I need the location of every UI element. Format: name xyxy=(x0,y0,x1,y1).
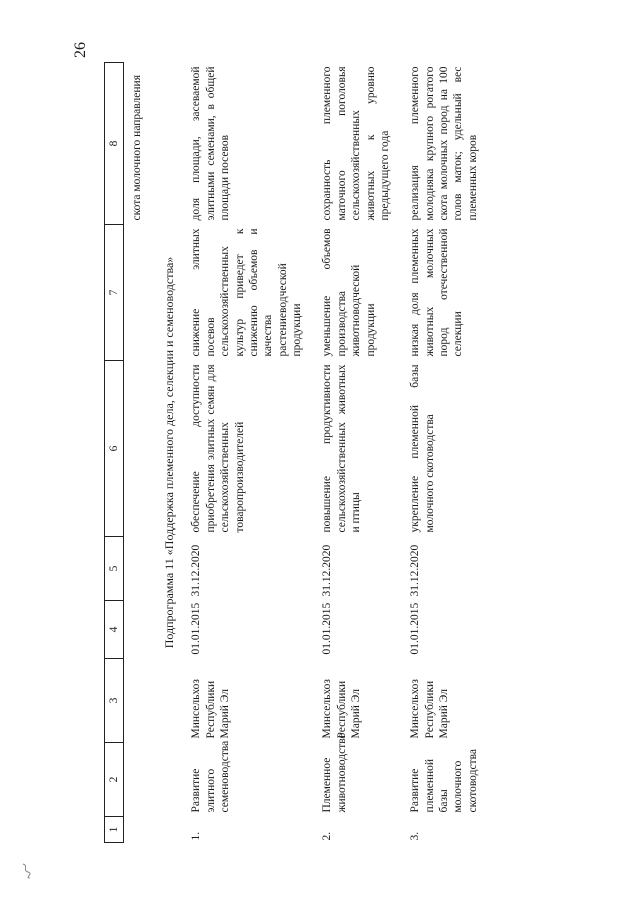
cell-result: обеспечение доступности приобретения элитных семян для сельскохозяйственных товаропроизводителей xyxy=(190,364,246,533)
cell-executor: Минсельхоз Республики Марий Эл xyxy=(321,679,363,739)
cell-number: 2. xyxy=(321,831,334,841)
margin-mark-icon xyxy=(20,862,34,880)
cell-start: 01.01.2015 xyxy=(321,602,334,655)
cell-name: Племенное животноводство xyxy=(321,732,348,813)
cell-start: 01.01.2015 xyxy=(190,602,203,655)
cell-indicator: скота молочного направления xyxy=(131,75,143,221)
cell-end: 31.12.2020 xyxy=(190,544,203,597)
table-sheet xyxy=(104,63,574,843)
column-number: 1 xyxy=(105,817,124,843)
cell-executor: Минсельхоз Республики Марий Эл xyxy=(409,679,450,739)
subprogram-row xyxy=(154,63,183,843)
column-number: 2 xyxy=(105,743,124,817)
cell-name: Развитие племенной базы молочного скотоводства xyxy=(409,749,479,813)
cell-start: 01.01.2015 xyxy=(409,602,422,655)
cell-result: повышение продуктивности сельскохозяйственных животных и птицы xyxy=(321,364,363,533)
cell-indicator: реализация племенного молодняка крупного рогатого скота молочных пород на 100 голов маток; удельный вес племенных коров xyxy=(409,66,479,221)
cell-consequence: уменьшение объемов производства животноводческой продукции xyxy=(321,228,377,357)
program-table xyxy=(104,62,490,843)
column-number: 3 xyxy=(105,659,124,743)
column-number-row xyxy=(105,63,124,843)
column-number: 4 xyxy=(105,601,124,659)
prev-row-tail xyxy=(124,63,155,843)
subprogram-title: Подпрограмма 11 «Поддержка племенного дела, селекции и семеноводства» xyxy=(162,256,177,649)
cell-result: укрепление племенной базы молочного скотоводства xyxy=(409,364,436,533)
column-number: 7 xyxy=(105,225,124,361)
cell-consequence: снижение элитных посевов сельскохозяйственных культур приведет к снижению объемов и качества растениеводческой продукции xyxy=(190,228,303,357)
column-number: 8 xyxy=(105,63,124,225)
cell-end: 31.12.2020 xyxy=(321,544,334,597)
table-row xyxy=(314,63,402,843)
cell-executor: Минсельхоз Республики Марий Эл xyxy=(190,679,232,739)
cell-number: 1. xyxy=(190,831,203,841)
table-row xyxy=(183,63,314,843)
cell-indicator: сохранность племенного маточного поголовья сельскохозяйственных животных к уровню предыдущего года xyxy=(321,66,391,221)
cell-consequence: низкая доля племенных животных молочных пород отечественной селекции xyxy=(409,228,465,357)
table-row xyxy=(402,63,490,843)
cell-name: Развитие элитного семеноводства xyxy=(190,740,232,813)
cell-end: 31.12.2020 xyxy=(409,544,422,597)
column-number: 6 xyxy=(105,361,124,537)
cell-number: 3. xyxy=(409,831,422,841)
column-number: 5 xyxy=(105,537,124,601)
cell-indicator: доля площади, засеваемой элитными семенами, в общей площади посевов xyxy=(190,66,232,221)
page-number: 26 xyxy=(72,42,89,58)
